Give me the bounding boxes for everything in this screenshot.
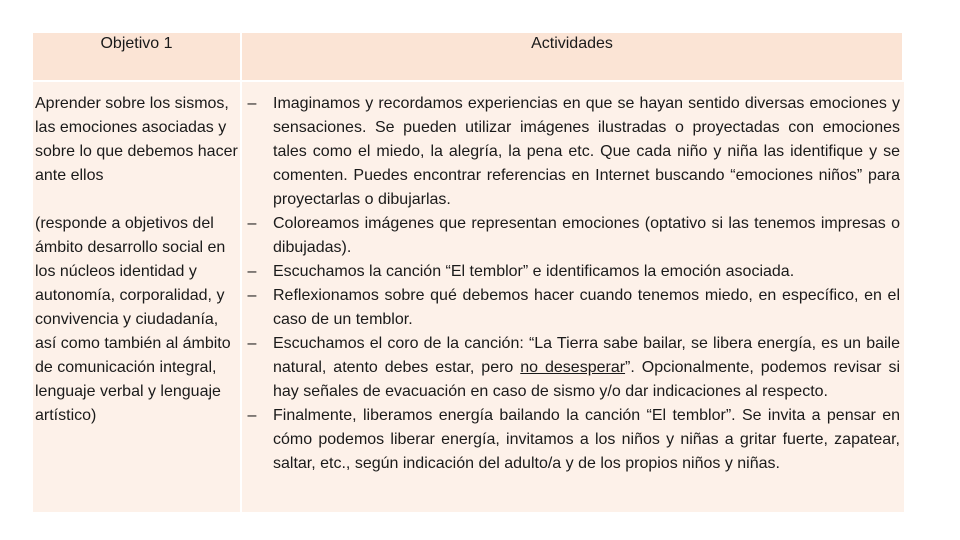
activities-list <box>242 82 904 476</box>
activity-text: Coloreamos imágenes que representan emociones (optativo si las tenemos impresas o dibujadas). <box>273 215 900 256</box>
dash-bullet: – <box>247 335 257 352</box>
activity-text-before: Escuchamos el coro de la canción: “La Tierra sabe bailar, se libera energía, es un baile natural, atento debes estar, pero <box>273 335 900 376</box>
activity-item <box>242 92 900 212</box>
dash-bullet: – <box>247 215 257 232</box>
dash-bullet: – <box>247 407 257 424</box>
activity-text-after: ”. Opcionalmente, podemos revisar si hay señales de evacuación en caso de sismo y/o dar indicaciones al respecto. <box>273 359 900 400</box>
activity-text: Reflexionamos sobre qué debemos hacer cuando tenemos miedo, en específico, en el caso de un temblor. <box>273 287 900 328</box>
activity-text: Imaginamos y recordamos experiencias en que se hayan sentido diversas emociones y sensaciones. Se pueden utilizar imágenes ilustradas o proyectadas con emociones tales como el miedo, la alegría, la pena etc. Que cada niño y niña las identifique y se comenten. Puedes encontrar referencias en Internet buscando “emociones niños” para proyectarlas o dibujarlas. <box>273 95 900 208</box>
header-activities: Actividades <box>242 33 904 80</box>
activity-item <box>242 404 900 476</box>
activity-item <box>242 212 900 260</box>
dash-bullet: – <box>247 287 257 304</box>
dash-bullet: – <box>247 263 257 280</box>
activity-item <box>242 260 900 284</box>
dash-bullet: – <box>247 95 257 112</box>
header-objective: Objetivo 1 <box>33 33 242 80</box>
activities-cell <box>242 80 904 512</box>
activity-item <box>242 284 900 332</box>
objective-note: (responde a objetivos del ámbito desarrollo social en los núcleos identidad y autonomía, corporalidad, y convivencia y ciudadanía, así como también al ámbito de comunicación integral, lenguaje verbal y lenguaje artístico) <box>35 215 231 424</box>
activity-table <box>33 33 904 512</box>
objective-cell <box>33 80 242 512</box>
objective-text: Aprender sobre los sismos, las emociones asociadas y sobre lo que debemos hacer ante ellos <box>35 95 238 184</box>
activity-text: Escuchamos la canción “El temblor” e identificamos la emoción asociada. <box>273 263 795 280</box>
activity-item <box>242 332 900 404</box>
activity-text-underlined: no desesperar <box>520 359 626 376</box>
activity-text: Finalmente, liberamos energía bailando la canción “El temblor”. Se invita a pensar en cómo podemos liberar energía, invitamos a los niños y niñas a gritar fuerte, zapatear, saltar, etc., según indicación del adulto/a y de los propios niños y niñas. <box>273 407 900 472</box>
